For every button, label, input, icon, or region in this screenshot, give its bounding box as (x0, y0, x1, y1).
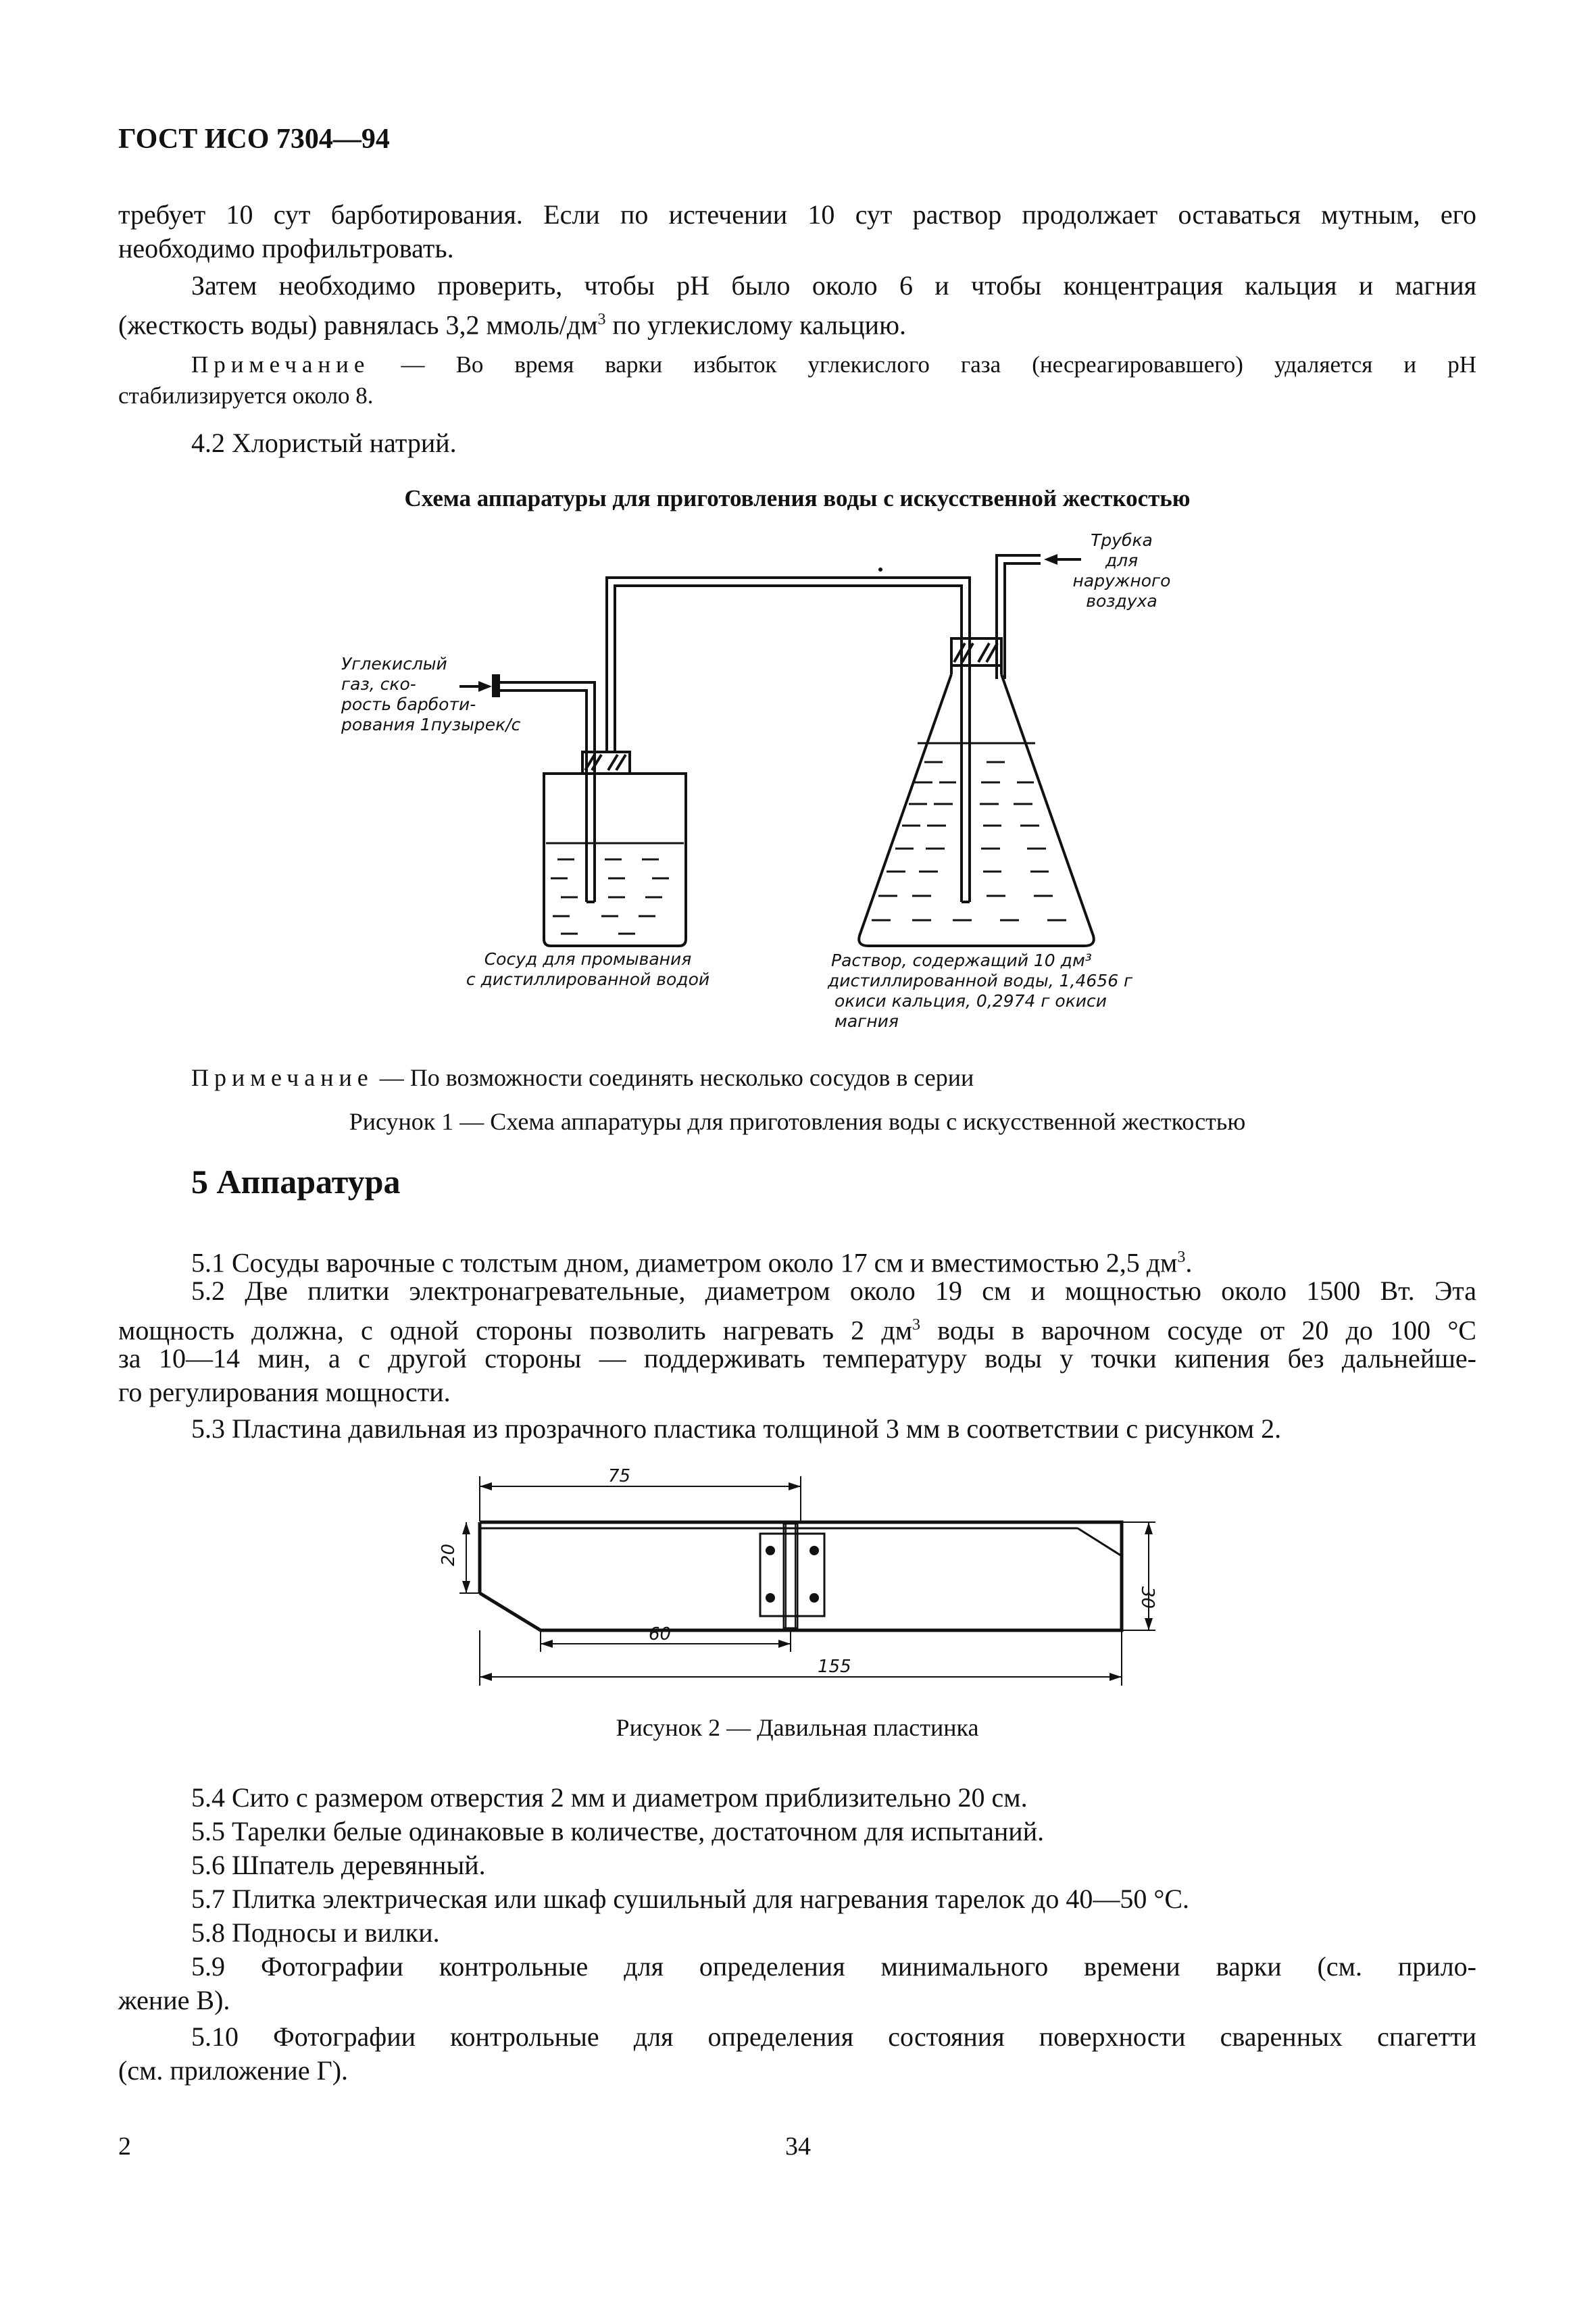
dimension-30: 30 (1137, 1586, 1157, 1609)
paragraph-line: Затем необходимо проверить, чтобы pH было около 6 и чтобы концентрация кальция и магния (191, 270, 1476, 301)
paragraph-line: (жесткость воды) равнялась 3,2 ммоль/$дм^3$ по углекислому кальцию. (118, 309, 906, 341)
item-5-4: 5.4 Сито с размером отверстия 2 мм и диаметром приблизительно 20 см. (191, 1782, 1028, 1813)
label-wash-vessel: Сосуд для промывания с дистиллированной водой (466, 949, 710, 989)
item-5-9: 5.9 Фотографии контрольные для определения минимального времени варки (см. прило- (191, 1951, 1476, 1982)
page-number-center: 34 (785, 2132, 811, 2161)
item-5-5: 5.5 Тарелки белые одинаковые в количестве, достаточном для испытаний. (191, 1816, 1045, 1846)
section-5-title: 5 Аппаратура (191, 1163, 401, 1201)
label-co2-gas: Углекислый газ, ско- рость барботи- рования 1пузырек/с (341, 654, 521, 734)
item-5-2-line: мощность должна, с одной стороны позволить нагревать 2 $дм^3$ воды в варочном сосуде от 20 до 100 °С (118, 1315, 1476, 1346)
label-air-tube: Трубка для наружного воздуха (1072, 530, 1171, 611)
item-5-2-line: го регулирования мощности. (118, 1377, 451, 1407)
air-tube (997, 555, 1041, 679)
item-5-10-line: (см. приложение Г). (118, 2055, 349, 2086)
item-5-2-line: за 10—14 мин, а с другой стороны — поддерживать температуру воды у точки кипения без дальнейше- (118, 1343, 1476, 1374)
page-number-left: 2 (118, 2132, 131, 2161)
note: Примечание — Во время варки избыток углекислого газа (несреагировавшего) удаляется и pH (191, 351, 1476, 378)
dimension-75: 75 (608, 1466, 631, 1486)
item-5-7: 5.7 Плитка электрическая или шкаф сушильный для нагревания тарелок до 40—50 °С. (191, 1884, 1190, 1914)
item-5-3: 5.3 Пластина давильная из прозрачного пластика толщиной 3 мм в соответствии с рисунком 2. (191, 1413, 1282, 1444)
figure-1-caption: Рисунок 1 — Схема аппаратуры для приготовления воды с искусственной жесткостью (349, 1108, 1246, 1135)
note-line: стабилизируется около 8. (118, 382, 374, 409)
item-5-6: 5.6 Шпатель деревянный. (191, 1850, 486, 1880)
item-5-8: 5.8 Подносы и вилки. (191, 1917, 440, 1948)
label-solution: Раствор, содержащий 10 дм³ дистиллированной воды, 1,4656 г окиси кальция, 0,2974 г окиси магния (828, 951, 1133, 1031)
item-5-2: 5.2 Две плитки электронагревательные, диаметром около 19 см и мощностью около 1500 Вт. Эта (191, 1276, 1476, 1306)
conical-flask (859, 674, 1094, 946)
figure-1-note: Примечание — По возможности соединять несколько сосудов в серии (191, 1064, 974, 1091)
dimension-20: 20 (439, 1543, 459, 1566)
pressing-plate-drawing (419, 1466, 1176, 1696)
item-5-1: 5.1 Сосуды варочные с толстым дном, диаметром около 17 см и вместимостью 2,5 $дм^3$. (191, 1247, 1193, 1278)
figure-2-caption: Рисунок 2 — Давильная пластинка (616, 1714, 979, 1741)
paragraph-line: требует 10 сут барботирования. Если по истечении 10 сут раствор продолжает оставаться мутным, его (118, 199, 1476, 230)
dimension-60: 60 (649, 1624, 672, 1644)
item-5-10: 5.10 Фотографии контрольные для определения состояния поверхности сваренных спагетти (191, 2021, 1476, 2052)
item-5-9-line: жение В). (118, 1985, 230, 2015)
dimension-155: 155 (818, 1657, 851, 1677)
document-header: ГОСТ ИСО 7304—94 (118, 124, 390, 155)
connecting-tube (607, 578, 970, 902)
item-4-2: 4.2 Хлористый натрий. (191, 428, 457, 458)
figure-1-heading: Схема аппаратуры для приготовления воды с искусственной жесткостью (404, 485, 1191, 511)
paragraph-line: необходимо профильтровать. (118, 233, 454, 263)
